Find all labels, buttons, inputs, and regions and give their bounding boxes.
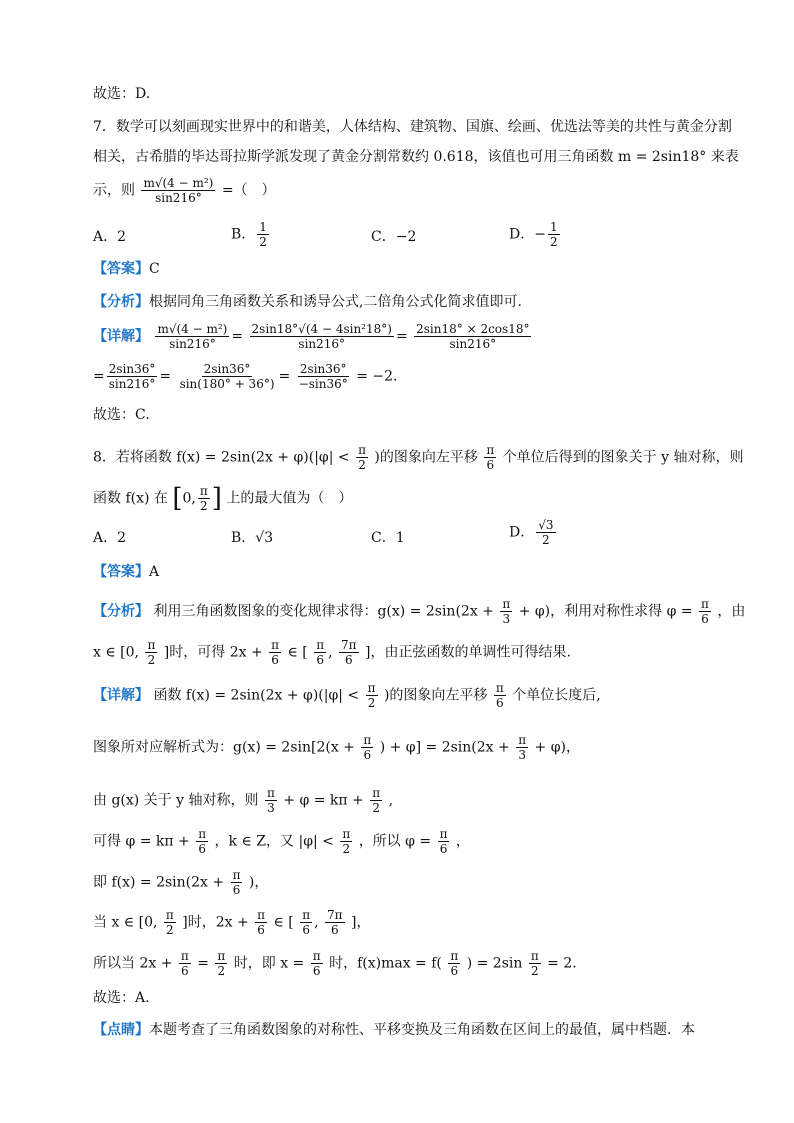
q8-conclusion: 故选：A. bbox=[93, 990, 150, 1006]
q8-stem-line1: 8．若将函数 f(x) = 2sin(2x + φ)(|φ| < $\frac{\pi}{2}$ )的图象向左平移 $\frac{\pi}{6}$ 个单位后得到的图象关于 y 轴对称，则 bbox=[93, 443, 744, 472]
q8-analysis-line1: 【分析】 利用三角函数图象的变化规律求得：g(x) = 2sin(2x + $\frac{\pi}{3}$ + φ)，利用对称性求得 φ = $\frac{\pi}{6}$ ，由 bbox=[93, 597, 746, 626]
q7-option-b: B． $\frac{1}{2}$ bbox=[231, 220, 267, 249]
q8-note: 【点睛】本题考查了三角函数图象的对称性、平移变换及三角函数在区间上的最值，属中档题．本 bbox=[93, 1022, 695, 1038]
q8-option-d: D． $\frac{√3}{2}$ bbox=[509, 518, 554, 547]
q7-analysis: 【分析】根据同角三角函数关系和诱导公式,二倍角公式化简求值即可. bbox=[93, 294, 522, 310]
q7-option-c: C．−2 bbox=[371, 229, 417, 245]
q7-option-a: A．2 bbox=[93, 229, 127, 245]
q6-conclusion: 故选：D. bbox=[93, 86, 151, 102]
q7-stem-line2: 相关，古希腊的毕达哥拉斯学派发现了黄金分割常数约 0.618，该值也可用三角函数 m = 2sin18° 来表 bbox=[93, 149, 739, 165]
q7-detail-line2: = $\frac{2\sin 36^\circ}{\sin 216^\circ}$ = $\frac{2\sin 36^\circ}{\sin(180^\circ + 36^\circ)}$ = $\frac{2\sin 36^\circ}{-\sin 36^\circ}$ = −2. bbox=[93, 362, 398, 391]
q8-option-a: A．2 bbox=[93, 530, 127, 546]
q8-detail-line3: 由 g(x) 关于 y 轴对称，则 $\frac{\pi}{3}$ + φ = kπ + $\frac{\pi}{2}$ , bbox=[93, 786, 394, 815]
q8-answer: 【答案】A bbox=[93, 564, 160, 580]
q8-option-b: B．√3 bbox=[231, 530, 274, 546]
q7-detail-line1: 【详解】 $\frac{\text{m√(4 − m²)}}{\sin 216^\circ}$ = $\frac{\text{2sin18°√(4 − 4sin²18°)}}{\sin 216^\circ}$ = $\frac{2\sin 18^\circ \times 2\cos 18^\circ}{\sin 216^\circ}$ bbox=[93, 322, 530, 351]
q8-detail-line6: 当 x ∈ [0, $\frac{\pi}{2}$ ]时，2x + $\frac{\pi}{6}$ ∈ [ $\frac{\pi}{6}$ , $\frac{7\pi}{6}$ ]， bbox=[93, 908, 371, 937]
q8-option-c: C．1 bbox=[371, 530, 405, 546]
q7-stem-line3: 示，则 $\frac{\text{m√(4 − m²)}}{\sin 216^\circ}$ =（ ） bbox=[93, 176, 276, 205]
q7-answer: 【答案】C bbox=[93, 261, 160, 277]
q7-stem-line1: 7．数学可以刻画现实世界中的和谐美，人体结构、建筑物、国旗、绘画、优选法等美的共性与黄金分割 bbox=[93, 119, 732, 135]
q8-detail-line5: 即 f(x) = 2sin(2x + $\frac{\pi}{6}$ )， bbox=[93, 868, 269, 897]
q8-stem-line2: 函数 f(x) 在 [0, $\frac{\pi}{2}$ ] 上的最大值为（ ） bbox=[93, 483, 353, 514]
q8-detail-line1: 【详解】 函数 f(x) = 2sin(2x + φ)(|φ| < $\frac{\pi}{2}$ )的图象向左平移 $\frac{\pi}{6}$ 个单位长度后, bbox=[93, 681, 601, 710]
q7-conclusion: 故选：C. bbox=[93, 407, 150, 423]
q8-detail-line7: 所以当 2x + $\frac{\pi}{6}$ = $\frac{\pi}{2}$ 时，即 x = $\frac{\pi}{6}$ 时，f(x)max = f( $\frac{\pi}{6}$ ) = 2sin $\frac{\pi}{2}$ = 2. bbox=[93, 949, 577, 978]
q8-detail-line2: 图象所对应解析式为：g(x) = 2sin[2(x + $\frac{\pi}{6}$ ) + φ] = 2sin(2x + $\frac{\pi}{3}$ + φ)， bbox=[93, 733, 580, 762]
q7-option-d: D．− $\frac{1}{2}$ bbox=[509, 220, 558, 249]
q8-analysis-line2: x ∈ [0, $\frac{\pi}{2}$ ]时，可得 2x + $\frac{\pi}{6}$ ∈ [ $\frac{\pi}{6}$ , $\frac{7\pi}{6}$ ]，由正弦函数的单调性可得结果. bbox=[93, 638, 571, 667]
q8-detail-line4: 可得 φ = kπ + $\frac{\pi}{6}$ ，k ∈ Z，又 |φ| < $\frac{\pi}{2}$ ，所以 φ = $\frac{\pi}{6}$ ， bbox=[93, 827, 470, 856]
